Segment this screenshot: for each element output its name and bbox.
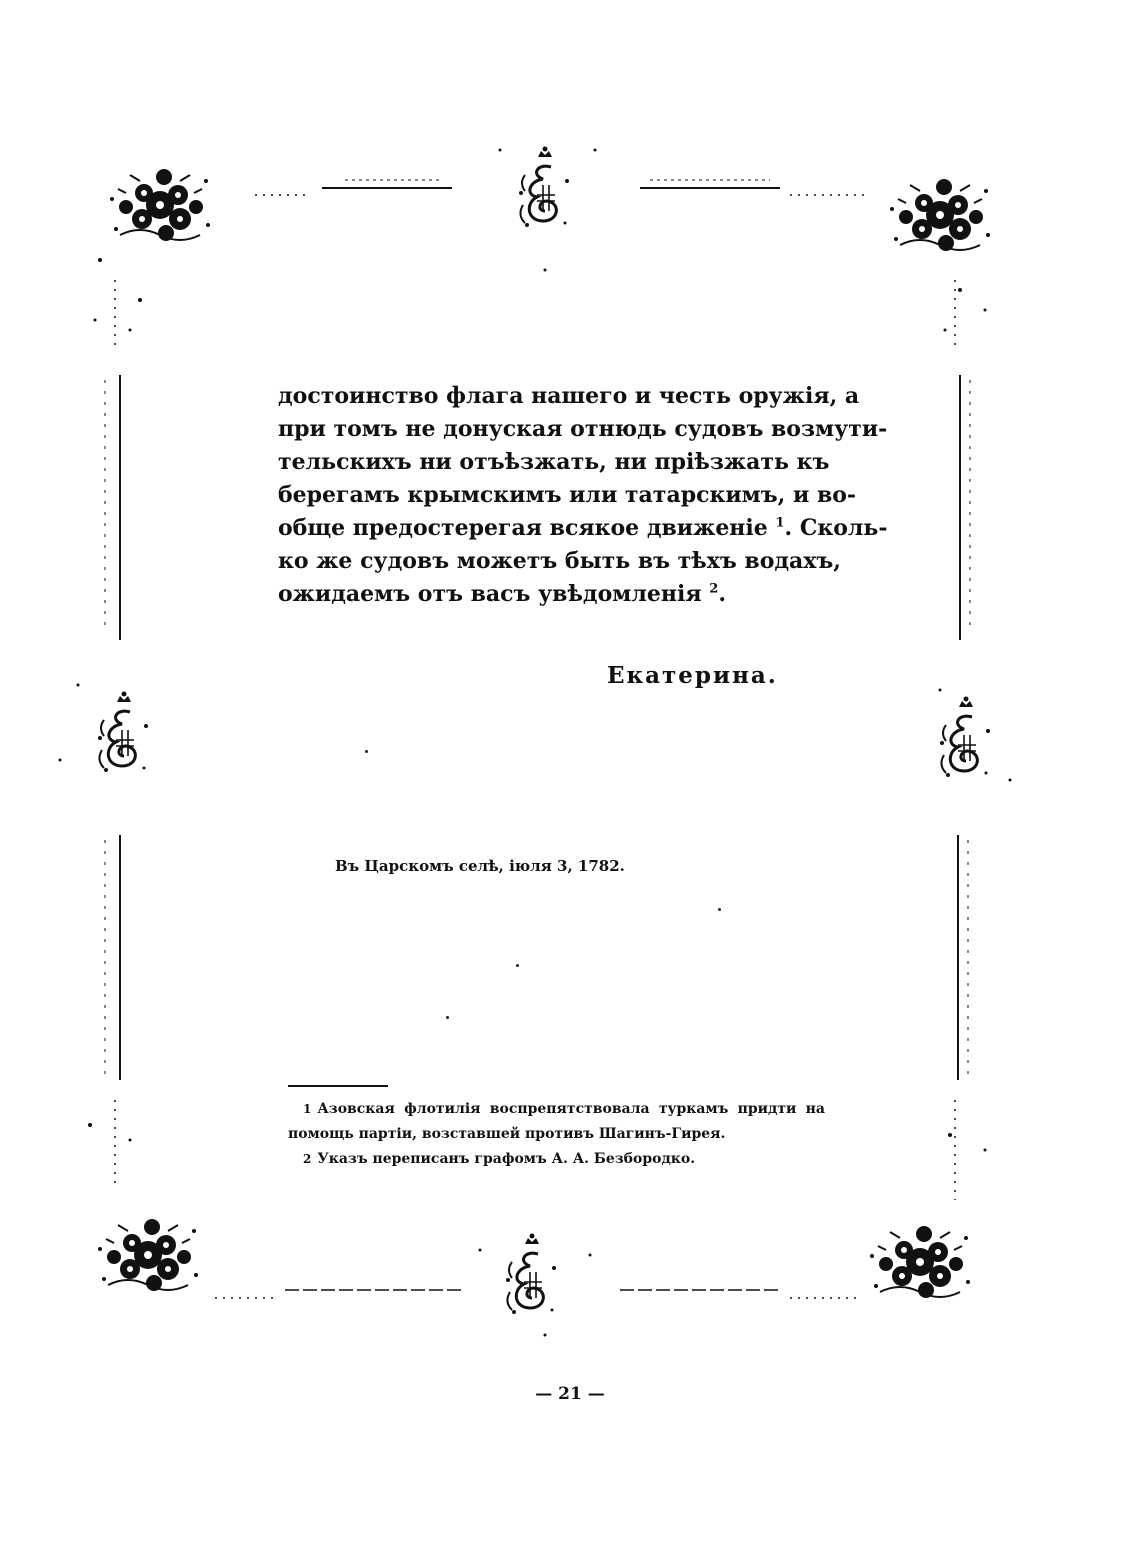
- floral-corner-ornament-bottom-left: [98, 1219, 198, 1291]
- crowned-monogram-ornament-right: [940, 697, 990, 778]
- footnote-reference-1: 1: [775, 515, 785, 531]
- signature: Екатерина.: [607, 662, 778, 689]
- letter-line-4: берегамъ крымскимъ или татарскимъ, и во-: [278, 482, 857, 508]
- print-speck: [718, 908, 721, 911]
- left-border-lines: [105, 280, 120, 1190]
- footnote-2-text: Указъ переписанъ графомъ А. А. Безбородко.: [317, 1151, 696, 1167]
- footnote-2-mark: 2: [303, 1152, 312, 1166]
- letter-line-7-tail: .: [718, 581, 726, 607]
- bottom-border-lines: [215, 1290, 860, 1298]
- print-speck: [516, 964, 519, 967]
- floral-corner-ornament-bottom-right: [870, 1226, 970, 1298]
- footnote-1-line-2: помощь партіи, возставшей противъ Шагинъ-Гирея.: [288, 1126, 726, 1142]
- page-number: — 21 —: [535, 1384, 605, 1404]
- right-border-lines: [955, 280, 970, 1200]
- letter-line-7: [278, 578, 812, 610]
- footnote-separator: [288, 1085, 388, 1087]
- footnote-1-line-1: [303, 1099, 825, 1119]
- letter-line-5: [278, 512, 888, 544]
- letter-line-3: тельскихъ ни отъѣзжать, ни пріѣзжать къ: [278, 449, 830, 475]
- crowned-monogram-ornament-bottom: [506, 1234, 556, 1315]
- letter-line-7-text: ожидаемъ отъ васъ увѣдомленія: [278, 581, 702, 607]
- footnote-1-text: Азовская флотилія воспрепятствовала туркамъ придти на: [317, 1101, 825, 1117]
- dateline: Въ Царскомъ селѣ, іюля 3, 1782.: [335, 857, 625, 875]
- footnote-2: [303, 1149, 695, 1169]
- letter-line-2: при томъ не донуская отнюдь судовъ возмути-: [278, 416, 888, 442]
- print-speck: [365, 750, 368, 753]
- floral-corner-ornament-top-left: [110, 169, 210, 241]
- letter-line-6: ко же судовъ можетъ быть въ тѣхъ водахъ,: [278, 548, 841, 574]
- floral-corner-ornament-top-right: [890, 179, 990, 251]
- footnote-reference-2: 2: [709, 581, 719, 597]
- letter-line-5-tail: . Сколь-: [784, 515, 888, 541]
- print-speck: [446, 1016, 449, 1019]
- letter-line-1: достоинство флага нашего и честь оружія, а: [278, 383, 860, 409]
- crowned-monogram-ornament-top: [519, 147, 569, 228]
- crowned-monogram-ornament-left: [98, 692, 148, 773]
- footnote-1-mark: 1: [303, 1102, 312, 1116]
- top-border-lines: [255, 180, 870, 195]
- letter-line-5-text: обще предостерегая всякое движеніе: [278, 515, 768, 541]
